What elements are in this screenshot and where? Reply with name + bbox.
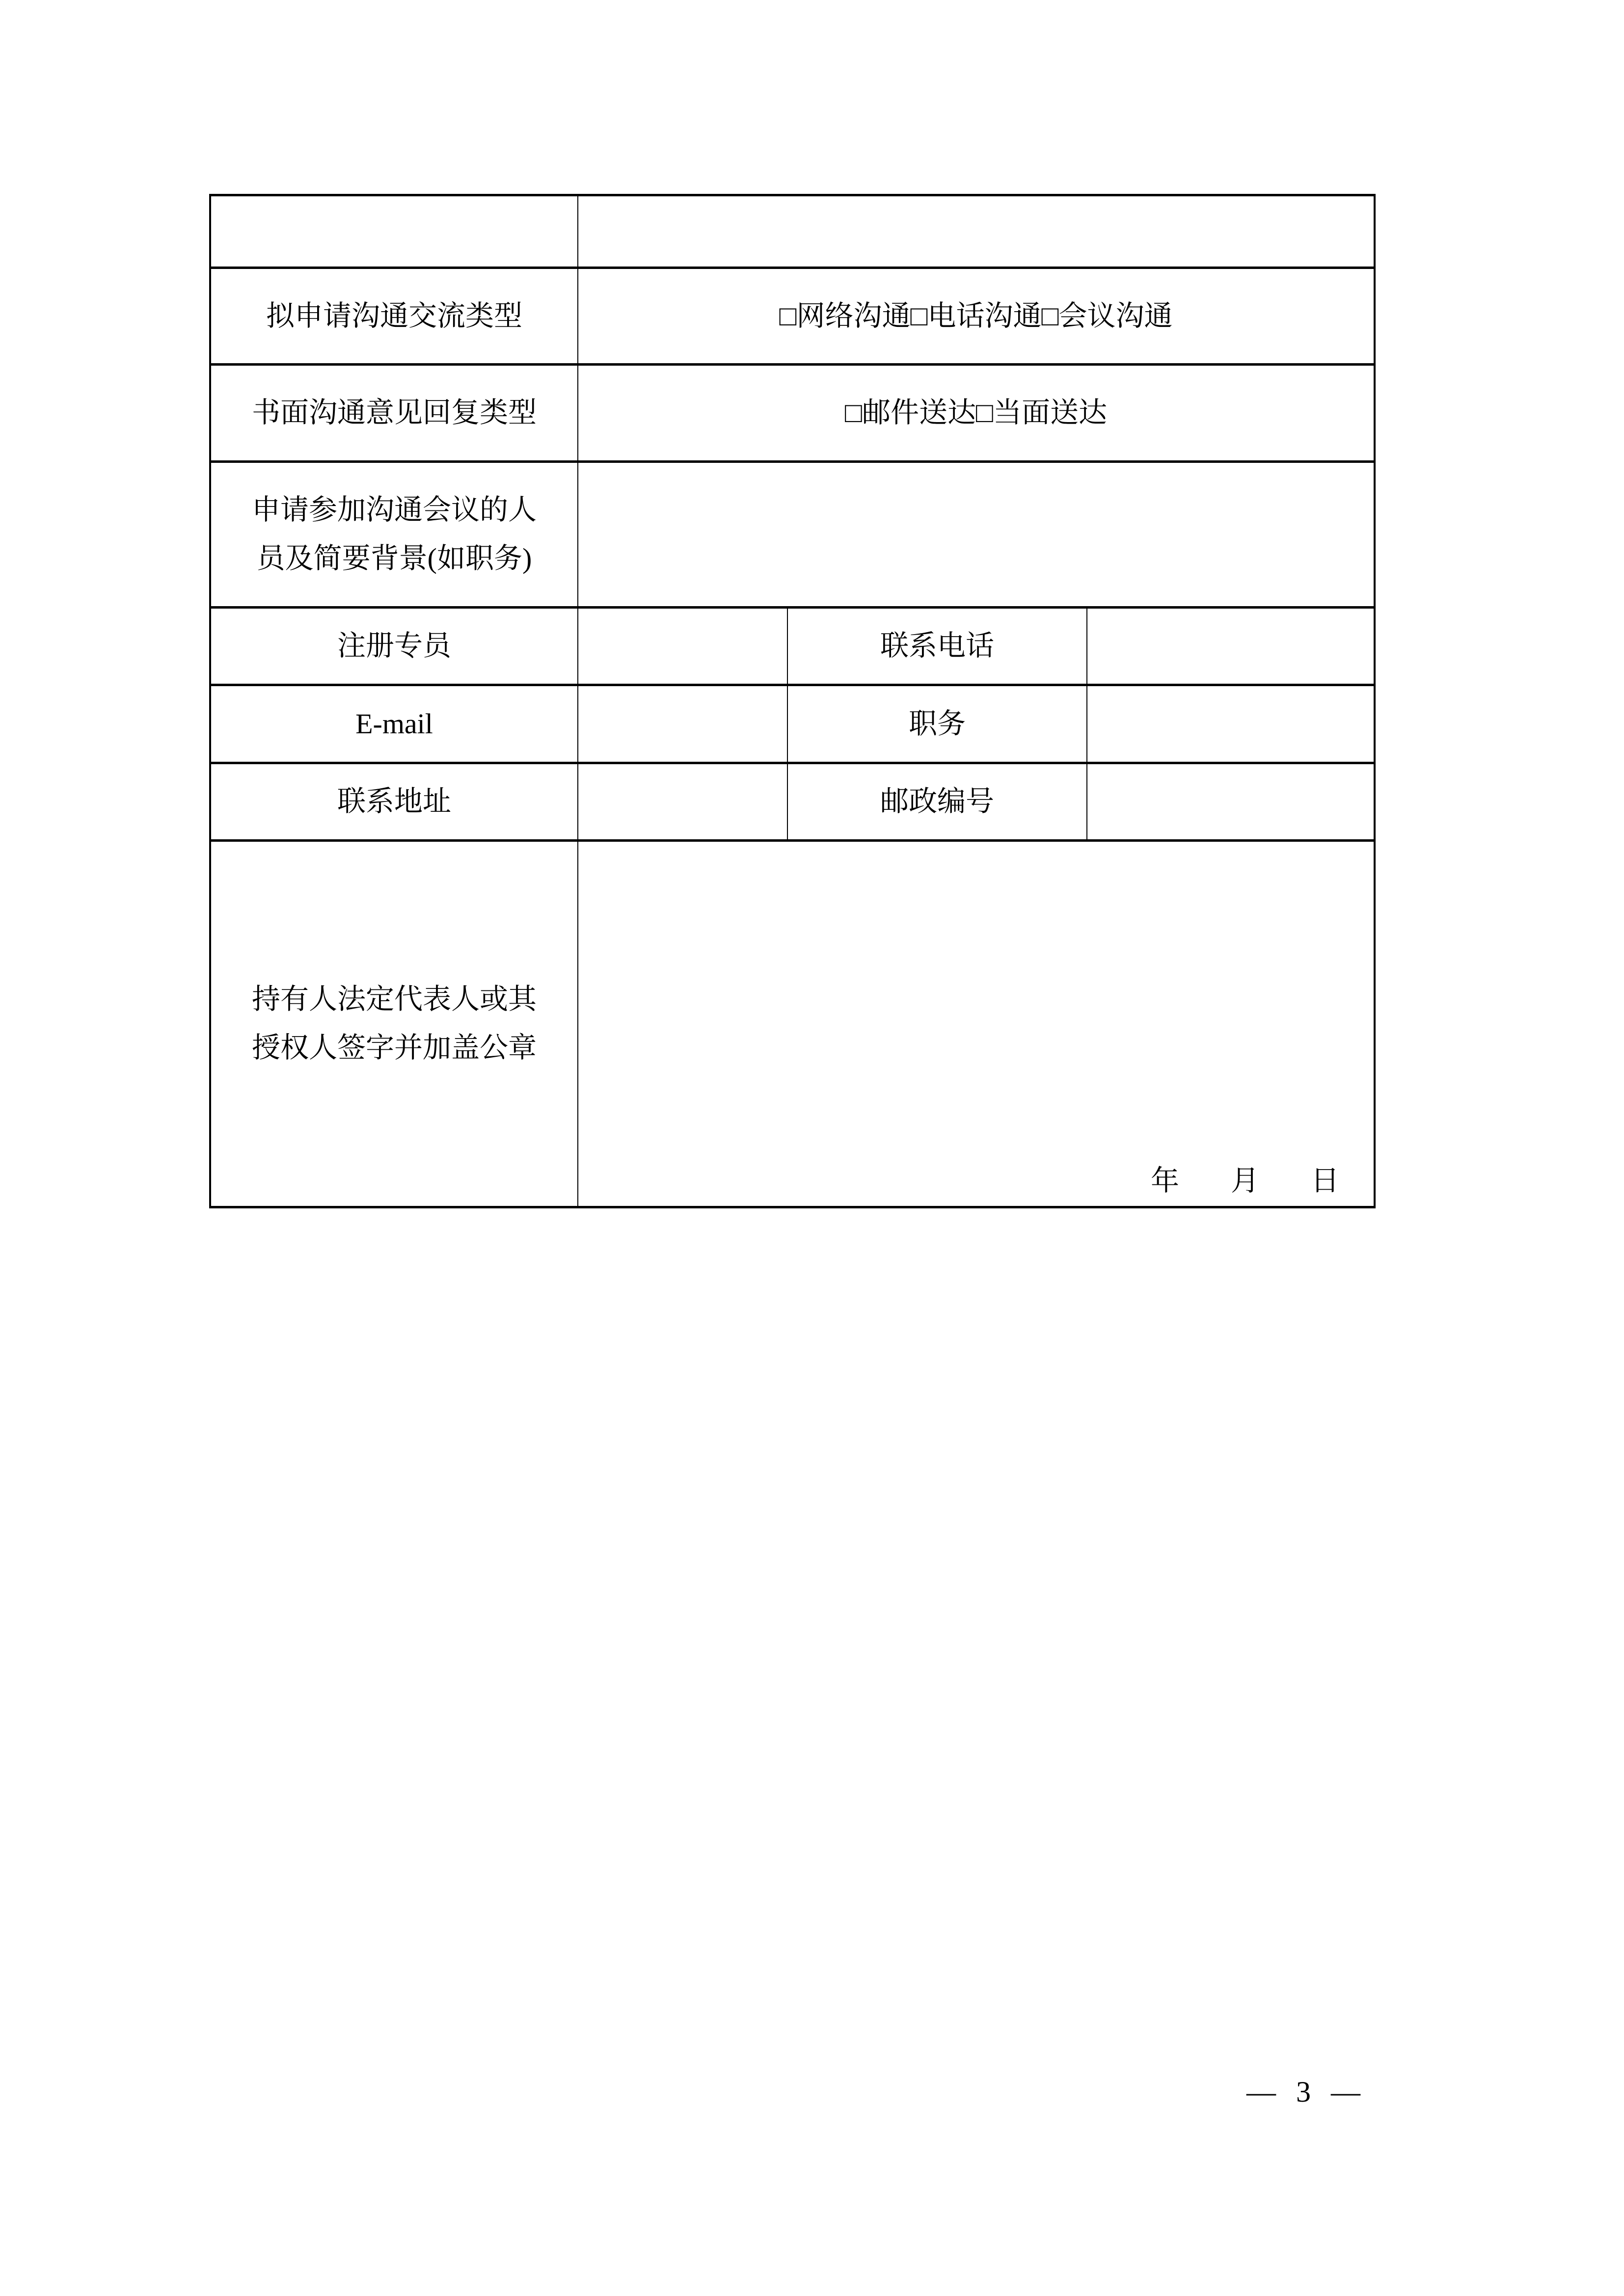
comm-type-options: □网络沟通□电话沟通□会议沟通 xyxy=(578,268,1375,365)
participants-label: 申请参加沟通会议的人员及简要背景(如职务) xyxy=(251,494,537,574)
table-row xyxy=(210,462,1375,608)
blank-label-cell xyxy=(210,195,578,268)
email-value-cell xyxy=(578,685,787,763)
table-row xyxy=(210,841,1375,1207)
registration-specialist-value-cell xyxy=(578,608,787,685)
blank-value-cell xyxy=(578,195,1375,268)
table-row xyxy=(210,195,1375,268)
job-title-value-cell xyxy=(1087,685,1375,763)
signature-label-cell xyxy=(210,841,578,1207)
job-title-label: 职务 xyxy=(787,685,1087,763)
date-day-label: 日 xyxy=(1310,1165,1339,1197)
participants-value-cell xyxy=(578,462,1375,608)
contact-phone-value-cell xyxy=(1087,608,1375,685)
date-month-label: 月 xyxy=(1230,1165,1259,1197)
table-row xyxy=(210,365,1375,462)
registration-specialist-label: 注册专员 xyxy=(210,608,578,685)
postal-code-value-cell xyxy=(1087,763,1375,841)
signature-label: 持有人法定代表人或其授权人签字并加盖公章 xyxy=(251,983,537,1064)
contact-phone-label: 联系电话 xyxy=(787,608,1087,685)
communication-application-form-table xyxy=(209,194,1376,1208)
date-line xyxy=(1151,1167,1339,1195)
contact-address-label: 联系地址 xyxy=(210,763,578,841)
postal-code-label: 邮政编号 xyxy=(787,763,1087,841)
written-reply-label: 书面沟通意见回复类型 xyxy=(210,365,578,462)
email-label: E-mail xyxy=(210,685,578,763)
page-number: — 3 — xyxy=(1246,2076,1360,2108)
participants-label-cell xyxy=(210,462,578,608)
date-year-label: 年 xyxy=(1150,1165,1179,1197)
table-row xyxy=(210,268,1375,365)
written-reply-options: □邮件送达□当面送达 xyxy=(578,365,1375,462)
contact-address-value-cell xyxy=(578,763,787,841)
table-row xyxy=(210,763,1375,841)
table-row xyxy=(210,685,1375,763)
comm-type-label: 拟申请沟通交流类型 xyxy=(210,268,578,365)
table-row xyxy=(210,608,1375,685)
signature-value-cell xyxy=(578,841,1375,1207)
